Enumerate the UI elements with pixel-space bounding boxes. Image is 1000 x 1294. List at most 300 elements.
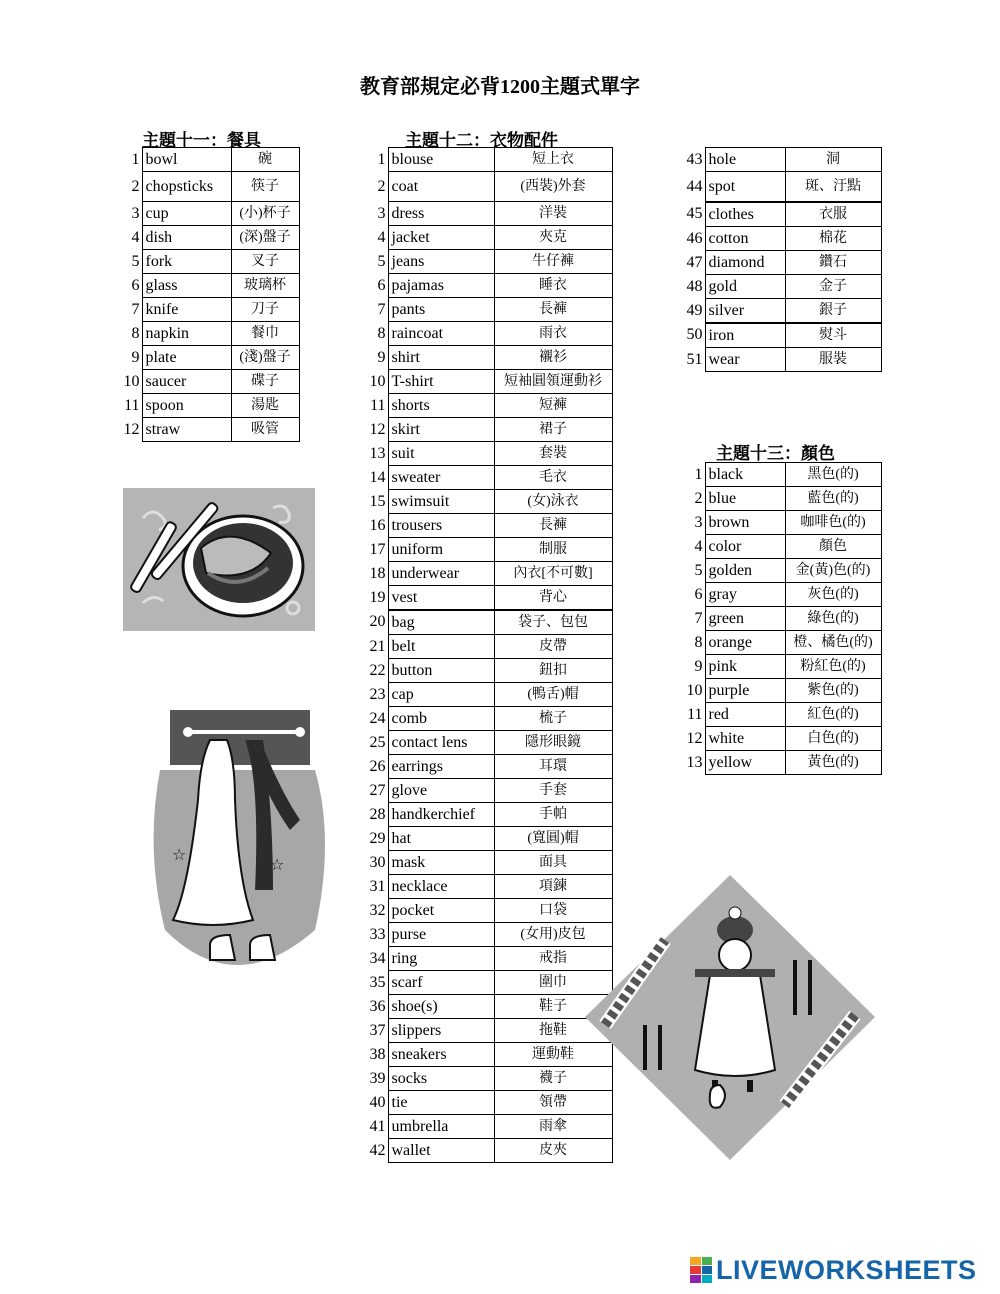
vocab-row (362, 442, 612, 466)
vocab-row (118, 250, 299, 274)
row-number: 16 (369, 516, 386, 534)
english-word: tie (388, 1091, 494, 1115)
english-word: saucer (142, 370, 231, 394)
english-word: brown (705, 511, 785, 535)
vocab-row (362, 875, 612, 899)
row-number: 42 (369, 1141, 386, 1159)
english-word: blue (705, 487, 785, 511)
english-word: earrings (388, 755, 494, 779)
row-number: 12 (686, 729, 703, 747)
chinese-meaning: 咖啡色(的) (785, 511, 881, 535)
chinese-meaning: 紅色(的) (785, 703, 881, 727)
chinese-meaning: 手帕 (494, 803, 612, 827)
english-word: knife (142, 298, 231, 322)
chinese-meaning: 服裝 (785, 348, 881, 372)
english-word: glove (388, 779, 494, 803)
vocab-row (118, 226, 299, 250)
english-word: contact lens (388, 731, 494, 755)
vocab-row (118, 322, 299, 346)
row-number: 17 (369, 540, 386, 558)
chinese-meaning: (深)盤子 (231, 226, 299, 250)
english-word: skirt (388, 418, 494, 442)
row-number: 20 (369, 613, 386, 631)
row-number: 5 (131, 252, 140, 270)
english-word: scarf (388, 971, 494, 995)
english-word: swimsuit (388, 490, 494, 514)
winter-figure-clipart (585, 875, 875, 1160)
vocab-row (362, 586, 612, 611)
row-number: 1 (694, 465, 703, 483)
vocab-row (680, 679, 881, 703)
english-word: silver (705, 299, 785, 324)
vocab-row (362, 514, 612, 538)
chinese-meaning: 綠色(的) (785, 607, 881, 631)
chinese-meaning: 白色(的) (785, 727, 881, 751)
vocab-row (680, 607, 881, 631)
chinese-meaning: 短袖圓領運動衫 (494, 370, 612, 394)
chinese-meaning: 戒指 (494, 947, 612, 971)
vocab-row (362, 538, 612, 562)
row-number: 2 (694, 489, 703, 507)
row-number: 10 (123, 372, 140, 390)
chinese-meaning: 斑、汙點 (785, 172, 881, 203)
english-word: black (705, 463, 785, 487)
row-number: 11 (687, 705, 703, 723)
english-word: bowl (142, 148, 231, 172)
row-number: 7 (694, 609, 703, 627)
vocab-row (362, 226, 612, 250)
vocab-row (362, 1019, 612, 1043)
english-word: color (705, 535, 785, 559)
chinese-meaning: 叉子 (231, 250, 299, 274)
clothing-table (362, 147, 613, 1163)
chinese-meaning: 洋裝 (494, 202, 612, 226)
vocab-row (680, 535, 881, 559)
chinese-meaning: 睡衣 (494, 274, 612, 298)
row-number: 5 (377, 252, 386, 270)
chinese-meaning: 裙子 (494, 418, 612, 442)
english-word: trousers (388, 514, 494, 538)
english-word: necklace (388, 875, 494, 899)
row-number: 1 (377, 150, 386, 168)
chinese-meaning: 碟子 (231, 370, 299, 394)
english-word: gray (705, 583, 785, 607)
vocab-row (680, 751, 881, 775)
vocab-row (118, 418, 299, 442)
english-word: sweater (388, 466, 494, 490)
row-number: 41 (369, 1117, 386, 1135)
english-word: red (705, 703, 785, 727)
chinese-meaning: 皮帶 (494, 635, 612, 659)
row-number: 14 (369, 468, 386, 486)
english-word: umbrella (388, 1115, 494, 1139)
row-number: 23 (369, 685, 386, 703)
vocab-row (680, 275, 881, 299)
row-number: 49 (686, 301, 703, 319)
vocab-row (362, 346, 612, 370)
row-number: 15 (369, 492, 386, 510)
english-word: T-shirt (388, 370, 494, 394)
row-number: 4 (694, 537, 703, 555)
chinese-meaning: 藍色(的) (785, 487, 881, 511)
chinese-meaning: 碗 (231, 148, 299, 172)
english-word: blouse (388, 148, 494, 172)
chinese-meaning: 紫色(的) (785, 679, 881, 703)
row-number: 8 (131, 324, 140, 342)
row-number: 46 (686, 229, 703, 247)
row-number: 4 (131, 228, 140, 246)
english-word: green (705, 607, 785, 631)
vocab-row (680, 172, 881, 203)
chinese-meaning: 牛仔褲 (494, 250, 612, 274)
english-word: belt (388, 635, 494, 659)
english-word: purple (705, 679, 785, 703)
chinese-meaning: 夾克 (494, 226, 612, 250)
english-word: button (388, 659, 494, 683)
english-word: shoe(s) (388, 995, 494, 1019)
english-word: uniform (388, 538, 494, 562)
english-word: pants (388, 298, 494, 322)
english-word: suit (388, 442, 494, 466)
section-heading-tableware: 主題十一：餐具 (142, 131, 261, 150)
chinese-meaning: 毛衣 (494, 466, 612, 490)
row-number: 11 (124, 396, 140, 414)
row-number: 44 (686, 177, 703, 195)
vocab-row (680, 559, 881, 583)
vocab-row (362, 1043, 612, 1067)
vocab-row (680, 202, 881, 227)
plate-with-fork-and-knife-clipart (123, 488, 315, 631)
vocab-row (362, 971, 612, 995)
chinese-meaning: 皮夾 (494, 1139, 612, 1163)
english-word: diamond (705, 251, 785, 275)
english-word: plate (142, 346, 231, 370)
english-word: jeans (388, 250, 494, 274)
chinese-meaning: 手套 (494, 779, 612, 803)
section-heading-clothing: 主題十二：衣物配件 (405, 131, 558, 150)
row-number: 51 (686, 350, 703, 368)
english-word: bag (388, 610, 494, 635)
chinese-meaning: 面具 (494, 851, 612, 875)
english-word: comb (388, 707, 494, 731)
english-word: hole (705, 148, 785, 172)
chinese-meaning: 長褲 (494, 298, 612, 322)
row-number: 2 (377, 177, 386, 195)
vocab-row (680, 655, 881, 679)
chinese-meaning: 套裝 (494, 442, 612, 466)
vocab-row (118, 172, 299, 202)
row-number: 1 (131, 150, 140, 168)
chinese-meaning: 鑽石 (785, 251, 881, 275)
chinese-meaning: 橙、橘色(的) (785, 631, 881, 655)
row-number: 6 (377, 276, 386, 294)
chinese-meaning: 熨斗 (785, 323, 881, 348)
english-word: white (705, 727, 785, 751)
vocab-row (362, 683, 612, 707)
vocab-row (118, 274, 299, 298)
vocab-row (362, 250, 612, 274)
english-word: yellow (705, 751, 785, 775)
vocab-row (362, 659, 612, 683)
clothes-on-hanger-clipart (150, 710, 325, 985)
chinese-meaning: (寬圓)帽 (494, 827, 612, 851)
vocab-row (362, 1115, 612, 1139)
vocab-row (118, 298, 299, 322)
row-number: 29 (369, 829, 386, 847)
row-number: 13 (369, 444, 386, 462)
clothing-table-continued (680, 147, 882, 372)
english-word: hat (388, 827, 494, 851)
chinese-meaning: 襪子 (494, 1067, 612, 1091)
chinese-meaning: 運動鞋 (494, 1043, 612, 1067)
row-number: 8 (694, 633, 703, 651)
english-word: pocket (388, 899, 494, 923)
chinese-meaning: 筷子 (231, 172, 299, 202)
vocab-row (362, 322, 612, 346)
row-number: 2 (131, 177, 140, 195)
chinese-meaning: 刀子 (231, 298, 299, 322)
row-number: 9 (694, 657, 703, 675)
chinese-meaning: 隱形眼鏡 (494, 731, 612, 755)
vocab-row (362, 755, 612, 779)
chinese-meaning: 短上衣 (494, 148, 612, 172)
vocab-row (362, 610, 612, 635)
vocab-row (362, 779, 612, 803)
row-number: 8 (377, 324, 386, 342)
chinese-meaning: 餐巾 (231, 322, 299, 346)
vocab-row (680, 511, 881, 535)
chinese-meaning: (西裝)外套 (494, 172, 612, 202)
row-number: 32 (369, 901, 386, 919)
english-word: wallet (388, 1139, 494, 1163)
row-number: 21 (369, 637, 386, 655)
row-number: 11 (370, 396, 386, 414)
vocab-row (362, 803, 612, 827)
row-number: 4 (377, 228, 386, 246)
vocab-row (680, 463, 881, 487)
vocab-row (680, 727, 881, 751)
chinese-meaning: 洞 (785, 148, 881, 172)
vocab-row (362, 274, 612, 298)
english-word: vest (388, 586, 494, 611)
vocab-row (362, 995, 612, 1019)
chinese-meaning: 銀子 (785, 299, 881, 324)
vocab-row (680, 323, 881, 348)
vocab-row (362, 1091, 612, 1115)
chinese-meaning: 鞋子 (494, 995, 612, 1019)
vocab-row (362, 202, 612, 226)
row-number: 31 (369, 877, 386, 895)
chinese-meaning: 灰色(的) (785, 583, 881, 607)
english-word: jacket (388, 226, 494, 250)
row-number: 9 (377, 348, 386, 366)
section-heading-colors: 主題十三：顏色 (716, 444, 835, 463)
chinese-meaning: 雨傘 (494, 1115, 612, 1139)
row-number: 12 (369, 420, 386, 438)
row-number: 7 (131, 300, 140, 318)
chinese-meaning: 金(黃)色(的) (785, 559, 881, 583)
row-number: 40 (369, 1093, 386, 1111)
vocab-row (118, 148, 299, 172)
liveworksheets-logo (690, 1255, 977, 1285)
row-number: 39 (369, 1069, 386, 1087)
english-word: shirt (388, 346, 494, 370)
colors-table (680, 462, 882, 775)
english-word: purse (388, 923, 494, 947)
row-number: 22 (369, 661, 386, 679)
chinese-meaning: 顏色 (785, 535, 881, 559)
row-number: 18 (369, 564, 386, 582)
vocab-row (362, 490, 612, 514)
chinese-meaning: (淺)盤子 (231, 346, 299, 370)
chinese-meaning: 黑色(的) (785, 463, 881, 487)
vocab-row (362, 298, 612, 322)
row-number: 10 (369, 372, 386, 390)
vocab-row (362, 899, 612, 923)
chinese-meaning: 雨衣 (494, 322, 612, 346)
chinese-meaning: 拖鞋 (494, 1019, 612, 1043)
svg-text:☆: ☆ (172, 845, 187, 864)
vocab-row (680, 251, 881, 275)
chinese-meaning: (鴨舌)帽 (494, 683, 612, 707)
row-number: 13 (686, 753, 703, 771)
vocab-row (362, 635, 612, 659)
row-number: 7 (377, 300, 386, 318)
tableware-table (118, 147, 300, 442)
vocab-row (362, 394, 612, 418)
english-word: handkerchief (388, 803, 494, 827)
row-number: 35 (369, 973, 386, 991)
vocab-row (680, 631, 881, 655)
page-title: 教育部規定必背1200主題式單字 (360, 76, 640, 98)
chinese-meaning: 袋子、包包 (494, 610, 612, 635)
row-number: 12 (123, 420, 140, 438)
vocab-row (362, 947, 612, 971)
chinese-meaning: 圍巾 (494, 971, 612, 995)
chinese-meaning: 長褲 (494, 514, 612, 538)
english-word: raincoat (388, 322, 494, 346)
row-number: 34 (369, 949, 386, 967)
row-number: 38 (369, 1045, 386, 1063)
row-number: 5 (694, 561, 703, 579)
english-word: cotton (705, 227, 785, 251)
vocab-row (362, 172, 612, 202)
chinese-meaning: 梳子 (494, 707, 612, 731)
english-word: glass (142, 274, 231, 298)
english-word: wear (705, 348, 785, 372)
row-number: 26 (369, 757, 386, 775)
vocab-row (680, 148, 881, 172)
row-number: 3 (377, 204, 386, 222)
english-word: underwear (388, 562, 494, 586)
english-word: socks (388, 1067, 494, 1091)
logo-text: LIVEWORKSHEETS (716, 1254, 977, 1285)
row-number: 3 (694, 513, 703, 531)
svg-text:☆: ☆ (270, 855, 285, 874)
vocab-row (118, 346, 299, 370)
vocab-row (680, 583, 881, 607)
row-number: 47 (686, 253, 703, 271)
chinese-meaning: 鈕扣 (494, 659, 612, 683)
english-word: napkin (142, 322, 231, 346)
english-word: pajamas (388, 274, 494, 298)
chinese-meaning: 內衣[不可數] (494, 562, 612, 586)
chinese-meaning: 衣服 (785, 202, 881, 227)
chinese-meaning: 耳環 (494, 755, 612, 779)
chinese-meaning: 棉花 (785, 227, 881, 251)
vocab-row (362, 1139, 612, 1163)
vocab-row (362, 148, 612, 172)
english-word: spot (705, 172, 785, 203)
row-number: 43 (686, 150, 703, 168)
vocab-row (118, 394, 299, 418)
english-word: straw (142, 418, 231, 442)
vocab-row (680, 703, 881, 727)
chinese-meaning: 襯衫 (494, 346, 612, 370)
vocab-row (362, 731, 612, 755)
chinese-meaning: 領帶 (494, 1091, 612, 1115)
vocab-row (362, 1067, 612, 1091)
row-number: 24 (369, 709, 386, 727)
row-number: 9 (131, 348, 140, 366)
row-number: 27 (369, 781, 386, 799)
vocab-row (362, 827, 612, 851)
vocab-row (118, 370, 299, 394)
vocab-row (680, 299, 881, 324)
chinese-meaning: 吸管 (231, 418, 299, 442)
row-number: 6 (131, 276, 140, 294)
chinese-meaning: 背心 (494, 586, 612, 611)
chinese-meaning: 項鍊 (494, 875, 612, 899)
row-number: 6 (694, 585, 703, 603)
chinese-meaning: 湯匙 (231, 394, 299, 418)
english-word: coat (388, 172, 494, 202)
vocab-row (680, 348, 881, 372)
row-number: 19 (369, 588, 386, 606)
english-word: fork (142, 250, 231, 274)
vocab-row (362, 418, 612, 442)
english-word: spoon (142, 394, 231, 418)
english-word: chopsticks (142, 172, 231, 202)
vocab-row (680, 227, 881, 251)
vocab-row (680, 487, 881, 511)
english-word: pink (705, 655, 785, 679)
chinese-meaning: 口袋 (494, 899, 612, 923)
row-number: 48 (686, 277, 703, 295)
english-word: ring (388, 947, 494, 971)
vocab-row (362, 851, 612, 875)
vocab-row (362, 707, 612, 731)
row-number: 3 (131, 204, 140, 222)
english-word: dress (388, 202, 494, 226)
row-number: 25 (369, 733, 386, 751)
chinese-meaning: (小)杯子 (231, 202, 299, 226)
vocab-row (362, 923, 612, 947)
chinese-meaning: 玻璃杯 (231, 274, 299, 298)
row-number: 10 (686, 681, 703, 699)
vocab-row (362, 370, 612, 394)
english-word: gold (705, 275, 785, 299)
row-number: 33 (369, 925, 386, 943)
logo-mark-icon (690, 1257, 712, 1283)
chinese-meaning: 短褲 (494, 394, 612, 418)
row-number: 37 (369, 1021, 386, 1039)
row-number: 30 (369, 853, 386, 871)
english-word: slippers (388, 1019, 494, 1043)
chinese-meaning: 金子 (785, 275, 881, 299)
english-word: clothes (705, 202, 785, 227)
row-number: 36 (369, 997, 386, 1015)
